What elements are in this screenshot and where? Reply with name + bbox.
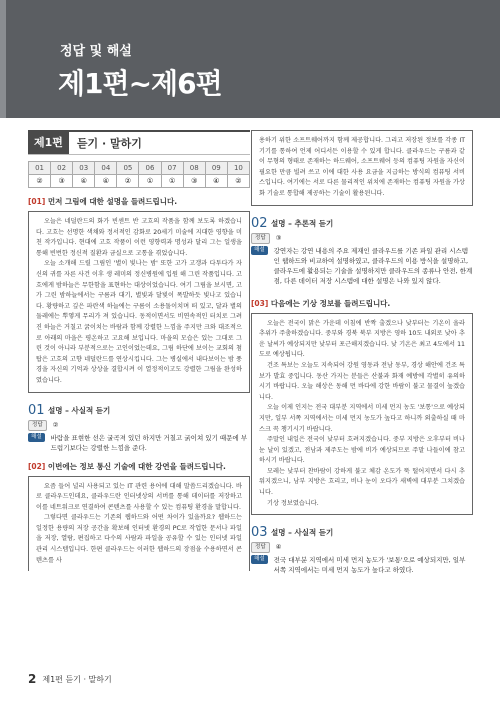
problem-2-title [28,461,250,472]
q02-explanation-row [251,246,473,286]
explanation-label: 해설 [28,433,45,442]
q01-title: 설명 – 사실적 듣기 [48,405,111,415]
section-name: 듣기 · 말하기 [76,137,142,150]
answer-value: ② [227,175,249,188]
q02-title: 설명 – 추론적 듣기 [271,218,334,228]
explanation-label: 해설 [251,555,268,564]
script-paragraph: 오늘 이제 인지는 전국 대부분 지역에서 미세 먼지 농도 '보통'으로 예상되지만, 일부 서쪽 지역에서는 미세 먼지 농도가 높다고 하니까 외출하실 때 마스크 꼭 챙기시기 바랍니다. [259,404,465,433]
question-number: 08 [183,162,205,175]
footer-chapter-label: 제1편 듣기 · 말하기 [42,674,112,684]
question-number: 06 [139,162,161,175]
q02-answer: ③ [275,233,282,242]
problem-2-heading: 이번에는 정보 통신 기술에 대한 강연을 들려드립니다. [47,461,226,471]
answer-value: ③ [51,175,73,188]
answer-label: 정답 [251,542,270,553]
problem-3-title [251,298,473,309]
explanation-label: 해설 [251,246,268,255]
answer-value: ② [117,175,139,188]
header-subtitle: 정답 및 해설 [60,44,132,59]
header-accent-bar [0,0,6,118]
section-number: 제1편 [28,132,69,154]
problem-3-script-box [251,313,473,516]
answer-value: ② [29,175,51,188]
problem-2-script-continued [251,130,473,206]
answer-table-questions-row [29,162,250,175]
q03-number: 03 [251,525,268,541]
problem-1-heading: 먼저 그림에 대한 설명을 들려드립니다. [47,197,178,206]
q03-heading [251,525,473,540]
q01-answer-row [28,420,250,431]
answer-value: ④ [73,175,95,188]
header-title: 제1편~제6편 [58,67,222,100]
question-number: 04 [95,162,117,175]
q02-heading [251,216,473,231]
script-paragraph: 모레는 낮부터 찬바람이 강하게 불고 체감 온도가 뚝 떨어지면서 다시 추워지겠으니, 남부 지방은 흐리고, 비나 눈이 오다가 새벽에 대부분 그치겠습니다. [259,467,465,497]
script-paragraph: 오늘은 전국이 맑은 가운데 이침에 반짝 출겠으나 낮부터는 기온이 올라 추위가 주춤하겠습니다. 중부와 경북 북부 지방은 영하 10도 내외로 낮아 추운 날씨가 예상되지만 낮부터 포근해지겠습니다. 낮 기온은 최고 4도에서 11도로 예상됩니다. [259,319,465,359]
q01-explanation-row [28,433,250,453]
problem-2-script-box [28,476,250,572]
problem-3-heading: 다음에는 기상 정보를 들려드립니다. [270,298,391,308]
left-column [28,130,250,571]
script-paragraph: 주말인 내일은 전국이 낮부터 흐려지겠습니다. 중부 지방은 오후부터 비나 눈 날이 있겠고, 전남과 제주도는 밤에 비가 예상되므로 주말 나들이에 참고하시기 바랍니다. [259,436,465,465]
problem-1-script-box [28,211,250,393]
q03-explanation: 전국 대부분 지역에서 미세 먼지 농도가 '보통'으로 예상되지만, 일부 서쪽 지역에서는 미세 먼지 농도가 높다고 하였다. [273,556,466,575]
script-paragraph: 건조 특보는 오늘도 지속되어 강원 영동과 전남 동부, 경상 해안에 건조 특보가 발효 중입니다. 동산 가지는 분들은 산불과 화재 예방에 각별히 유의하시기 바랍니다. 오늘 해상은 동해 먼 바다에 강한 바람이 불고 물결이 높겠습니다. [259,361,465,401]
q01-explanation: 바람을 표현한 선은 굴곡져 있던 하지만 거칠고 굵이쳐 있기 때문에 부드럽기보다는 강렬한 느낌을 준다. [50,433,248,452]
answer-value: ④ [95,175,117,188]
answer-table [28,161,250,188]
q03-answer: ④ [275,543,282,552]
answer-value: ③ [183,175,205,188]
script-paragraph: 오늘 소개해 드릴 그림인 '별이 빛나는 밤' 또한 고가 고갱과 다투다가 자신의 귀를 자른 사건 이후 생 레미의 정신병원에 입원 해 그린 작품입니다. 고흐에게 밤하늘은 무한함을 표현하는 대상이었습니다. 여기 그림을 보시면, 고가 그린 밤하늘에서는 구름과 대기, 별빛과 달빛이 폭발하듯 빛나고 있습니다. 황량하고 깊은 파란색 하늘에는 구름이 소용돌이치며 떠 있고, 달과 별의 둘레에는 뿌옇게 무리가 져 있습니다. 동적이면서도 비연속적인 터치로 그려진 하늘은 거칠고 굵이치는 바람과 함께 강렬한 느낌을 주지만 크와 대조적으로 아래의 마을은 평온하고 고요해 보입니다. 마을의 모습은 있는 그대로 그린 것이 아니라 부분적으로는 고인이었는데요, 그림 하단에 보이는 교회의 첨탑은 고흐의 고향 네덜란드를 연상시킵니다. 그는 병실에서 내다보이는 밤 풍경을 자신의 기억과 상상을 결합시켜 이 열정적이고도 강렬한 그림을 완성하였습니다. [36,260,242,384]
q02-answer-row [251,233,473,244]
answer-label: 정답 [251,233,270,244]
script-paragraph: 그렇다면 클라우드는 기존의 웹하드와 어떤 차이가 있을까요? 웹하드는 일정한 용량의 저장 공간을 확보해 인터넷 환경의 PC로 작업한 문서나 파일을 저장, 열람, 편집하고 다수의 사람과 파일을 공유할 수 있는 인터넷 파일 관리 시스템입니다. 한편 클라우드는 이러한 웹하드의 장점을 수용하면서 콘텐츠를 사 [36,514,242,564]
problem-3-number: [03] [251,298,269,308]
answer-value: ① [161,175,183,188]
question-number: 07 [161,162,183,175]
q03-explanation-row [251,555,473,575]
question-number: 09 [205,162,227,175]
problem-1-title [28,196,250,207]
q03-answer-row [251,542,473,553]
script-paragraph: 기상 정보였습니다. [267,499,319,507]
chapter-header [0,0,500,118]
q02-number: 02 [251,215,268,231]
question-number: 01 [29,162,51,175]
right-column [251,130,473,575]
answer-value: ① [139,175,161,188]
q01-number: 01 [28,402,45,418]
question-number: 10 [227,162,249,175]
problem-2-number: [02] [28,461,46,471]
page-footer [28,672,112,686]
answer-table-answers-row [29,175,250,188]
question-number: 03 [73,162,95,175]
q01-answer: ② [52,420,59,429]
script-paragraph: 오늘은 네덜란드의 화가 빈센트 반 고흐의 작품을 함께 보도록 하겠습니다. 고흐는 선명한 색채와 정서적인 감화로 20세기 미술에 지대한 영향을 미친 작가입니다. 현대에 고흐 작품이 이런 영향력과 명성과 달리 그는 일생을 통해 빈번한 정신적 질환과 금실으로 고통을 겪었습니다. [36,218,242,257]
script-paragraph: 요즘 들어 널리 사용되고 있는 IT 관련 용어에 대해 말씀드리겠습니다. 바로 클라우드인데요, 클라우드란 인터넷상의 서버를 통해 데이터를 저장하고 이를 네트워크로 연결하여 콘텐츠를 사용할 수 있는 컴퓨팅 환경을 말합니다. [36,482,242,511]
q01-heading [28,403,250,418]
page-number: 2 [28,672,37,686]
q02-explanation: 강연자는 강연 내용의 주요 제재인 클라우드를 기존 파일 관리 시스템인 웹하드와 비교하여 설명하였고, 클라우드의 이용 방식을 설명하고, 클라우드에 활용되는 기술을 설명하지만 클라우드의 종류나 안전, 한계점, 다른 데이터 저장 시스템에 대한 설명은 나와 있지 않다. [273,246,473,285]
question-number: 02 [51,162,73,175]
problem-1-number: [01] [28,197,46,206]
question-number: 05 [117,162,139,175]
q03-title: 설명 – 사실적 듣기 [271,528,334,538]
section-heading [28,130,250,155]
answer-label: 정답 [28,420,47,431]
answer-value: ④ [205,175,227,188]
script-paragraph: 용하기 위한 소프트웨어까지 함께 제공합니다. 그리고 저장된 정보를 각종 IT 기기를 통하여 언제 어디서든 이용할 수 있게 합니다. 클라우드는 구름과 같이 무형의 형태로 존재하는 하드웨어, 소프트웨어 등의 컴퓨팅 자원을 자신이 필요한 만큼 빌려 쓰고 이에 대한 사용 요금을 지급하는 방식의 컴퓨팅 서비스입니다. 여기에는 서로 다른 물리적인 위치에 존재하는 컴퓨팅 자원을 가상화 기술로 통합해 제공하는 기술이 활용된니다. [259,137,465,197]
